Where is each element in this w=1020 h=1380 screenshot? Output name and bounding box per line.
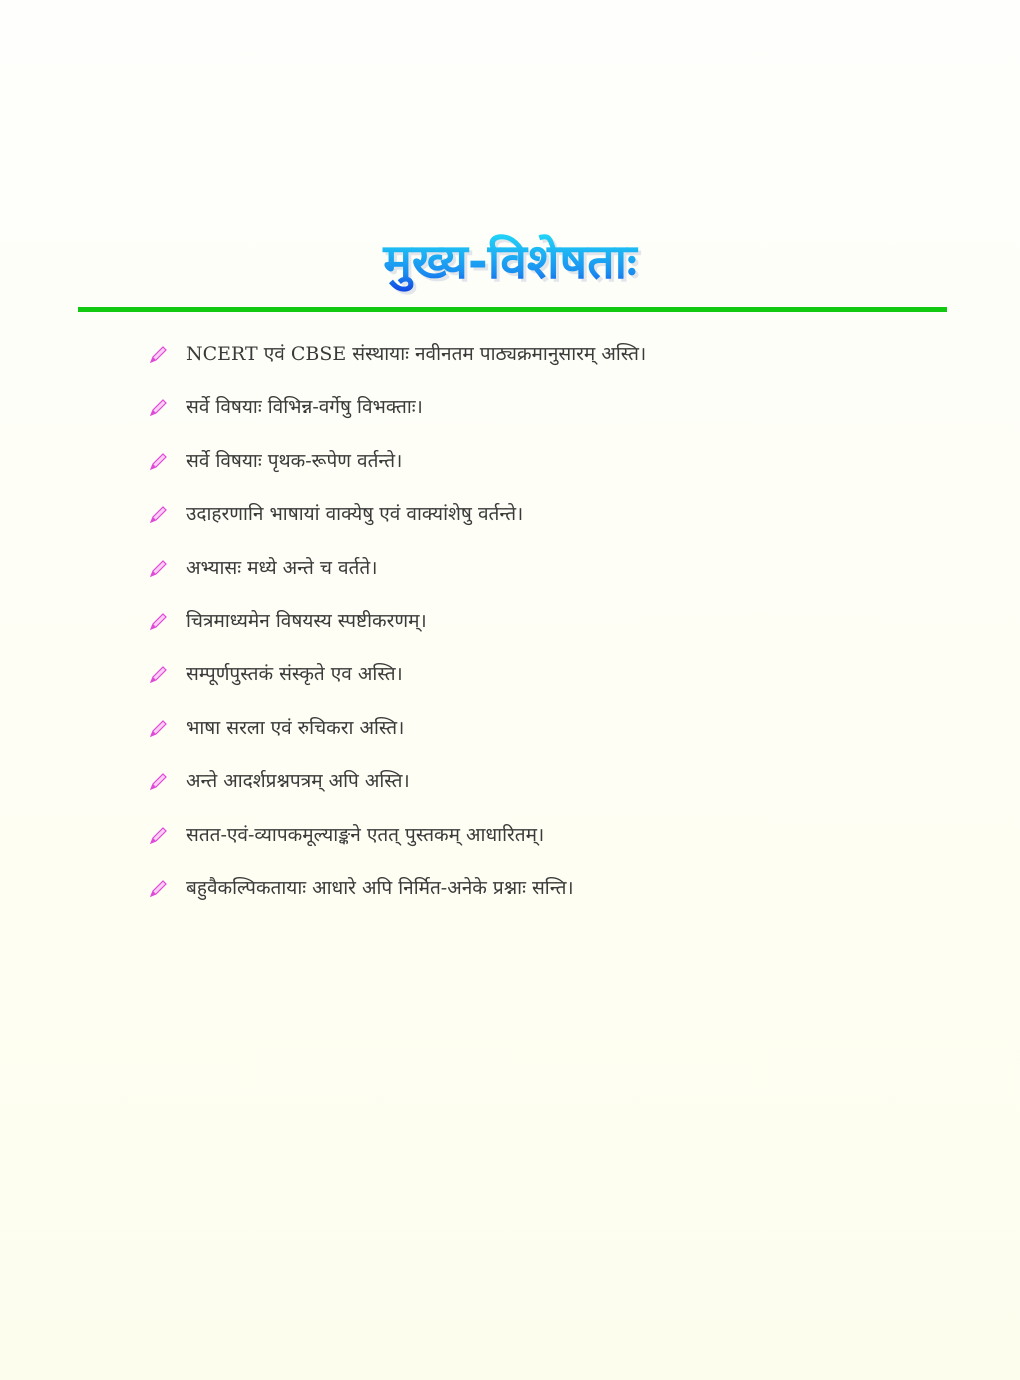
feature-text: उदाहरणानि भाषायां वाक्येषु एवं वाक्यांशेषु वर्तन्ते।: [186, 503, 524, 526]
list-item: [148, 714, 646, 767]
features-list: [148, 340, 646, 927]
list-item: [148, 340, 646, 393]
pencil-icon: [148, 772, 168, 792]
list-item: [148, 821, 646, 874]
pencil-icon: [148, 505, 168, 525]
title-divider: [78, 307, 947, 312]
list-item: [148, 607, 646, 660]
pencil-icon: [148, 665, 168, 685]
pencil-icon: [148, 612, 168, 632]
pencil-icon: [148, 826, 168, 846]
list-item: [148, 500, 646, 553]
pencil-icon: [148, 398, 168, 418]
pencil-icon: [148, 452, 168, 472]
pencil-icon: [148, 345, 168, 365]
list-item: [148, 447, 646, 500]
list-item: [148, 660, 646, 713]
feature-text: अभ्यासः मध्ये अन्ते च वर्तते।: [186, 556, 378, 579]
feature-text: अन्ते आदर्शप्रश्नपत्रम् अपि अस्ति।: [186, 770, 410, 793]
feature-text: NCERT एवं CBSE संस्थायाः नवीनतम पाठ्यक्रमानुसारम् अस्ति।: [186, 343, 647, 365]
feature-text: चित्रमाध्यमेन विषयस्य स्पष्टीकरणम्।: [186, 609, 427, 632]
feature-text: सर्वे विषयाः पृथक-रूपेण वर्तन्ते।: [186, 449, 403, 472]
page-title: मुख्य-विशेषताः: [0, 228, 1020, 293]
list-item: [148, 554, 646, 607]
feature-text: भाषा सरला एवं रुचिकरा अस्ति।: [186, 716, 405, 739]
list-item: [148, 393, 646, 446]
feature-text: बहुवैकल्पिकतायाः आधारे अपि निर्मित-अनेके प्रश्नाः सन्ति।: [186, 876, 574, 899]
pencil-icon: [148, 879, 168, 899]
feature-text: सतत-एवं-व्यापकमूल्याङ्कने एतत् पुस्तकम् आधारितम्।: [186, 823, 545, 846]
list-item: [148, 767, 646, 820]
feature-text: सर्वे विषयाः विभिन्न-वर्गेषु विभक्ताः।: [186, 396, 423, 419]
pencil-icon: [148, 719, 168, 739]
list-item: [148, 874, 646, 927]
pencil-icon: [148, 559, 168, 579]
feature-text: सम्पूर्णपुस्तकं संस्कृते एव अस्ति।: [186, 663, 403, 686]
